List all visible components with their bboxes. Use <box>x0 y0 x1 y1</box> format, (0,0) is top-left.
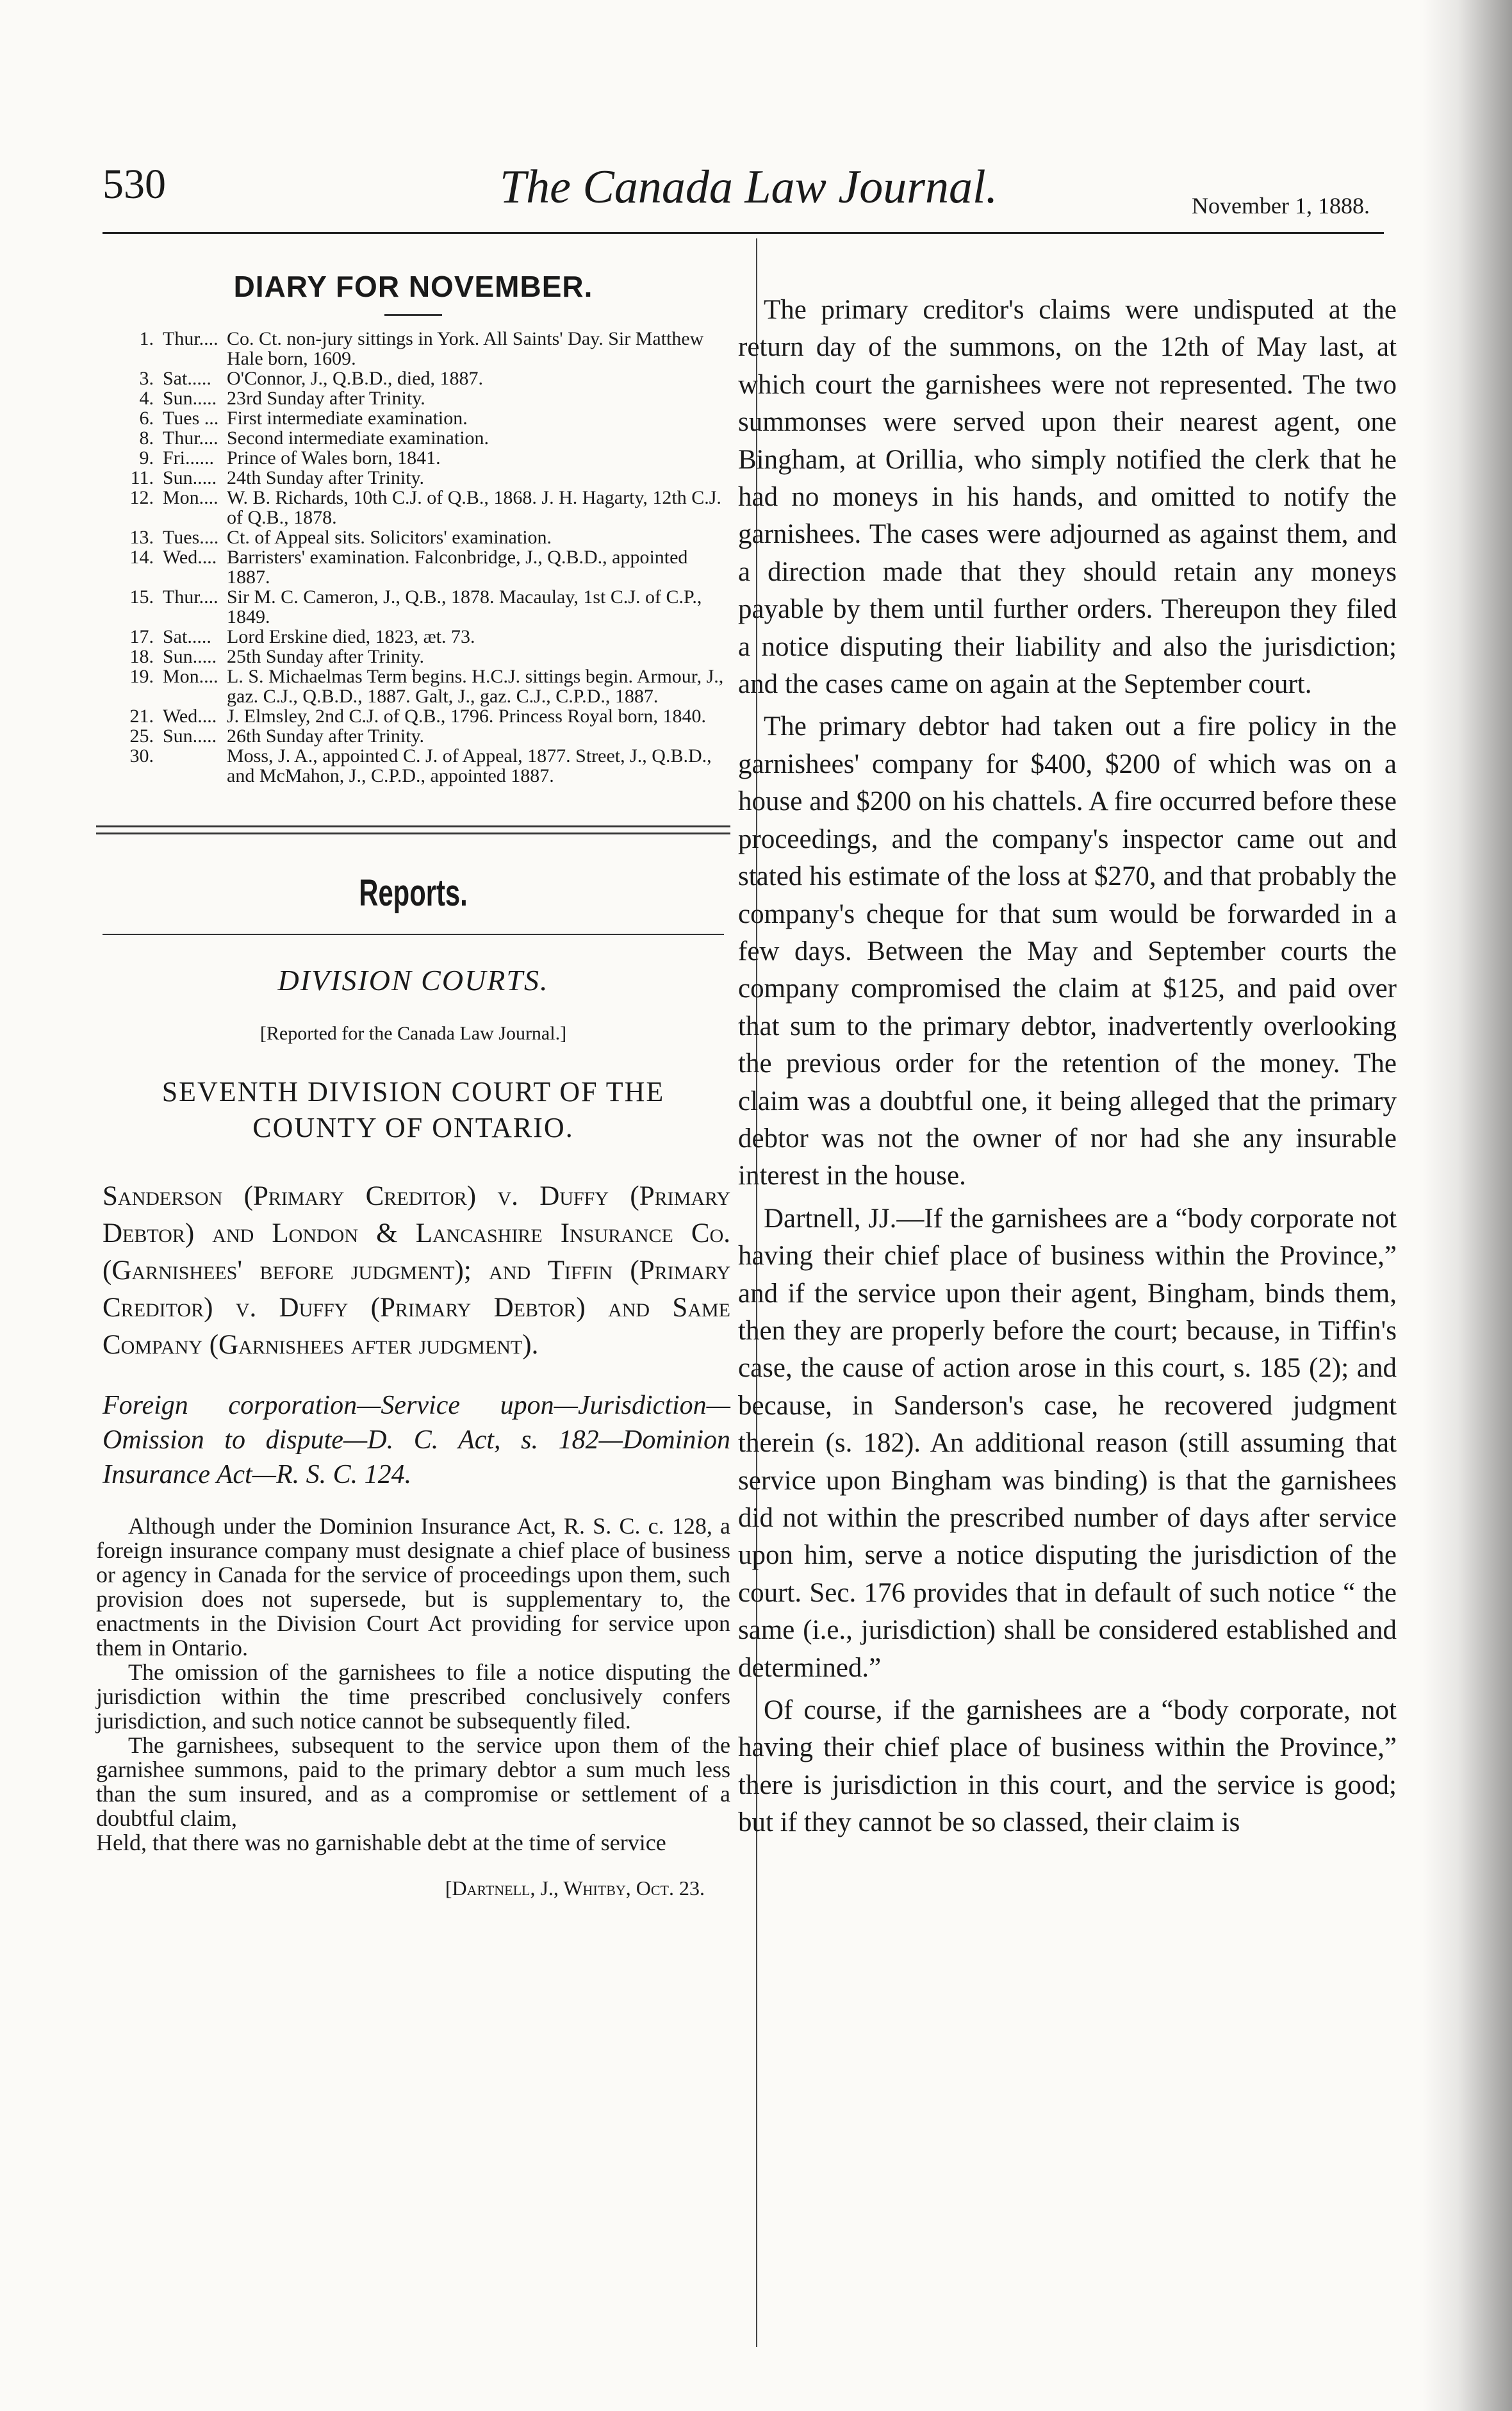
diary-entry-number: 21. <box>129 706 154 727</box>
diary-entry <box>96 547 730 587</box>
diary-entry <box>96 706 730 726</box>
diary-entry-number: 8. <box>139 427 154 449</box>
diary-entry-number: 30. <box>129 745 154 766</box>
page-number: 530 <box>103 161 166 208</box>
diary-entry-text: 24th Sunday after Trinity. <box>227 467 425 488</box>
diary-entry-day: Tues ... <box>163 408 219 429</box>
diary-entry-text: 25th Sunday after Trinity. <box>227 646 425 667</box>
diary-entry-day: Fri...... <box>163 447 215 468</box>
diary-entry-day: Thur.... <box>163 427 218 449</box>
diary-entry <box>96 746 730 786</box>
diary-entry-number: 15. <box>129 586 154 608</box>
diary-entry <box>96 329 730 369</box>
diary-entry <box>96 408 730 428</box>
diary-entry <box>96 726 730 746</box>
diary-entry-text: Prince of Wales born, 1841. <box>227 447 441 468</box>
diary-entry-text: L. S. Michaelmas Term begins. H.C.J. sittings begin. Armour, J., gaz. C.J., Q.B.D., 1887. Galt, J., gaz. C.J., C.P.D., 1887. <box>227 666 724 707</box>
diary-entry-number: 6. <box>139 408 154 429</box>
diary-entry-number: 12. <box>129 487 154 508</box>
diary-entry <box>96 468 730 488</box>
diary-entry <box>96 369 730 388</box>
diary-entry-number: 3. <box>139 368 154 389</box>
diary-entry-day: Sun..... <box>163 725 217 747</box>
holding-paragraph: The garnishees, subsequent to the service upon them of the garnishee summons, paid to the primary debtor a sum much less than the sum insured, and as a compromise or settlement of a doubtful claim, <box>96 1732 730 1831</box>
issue-date: November 1, 1888. <box>1192 193 1370 219</box>
body-paragraph: The primary creditor's claims were undisputed at the return day of the summons, on the 12th of May last, at which court the garnishees were not represented. The two summonses were served upon their nearest agent, one Bingham, at Orillia, who simply notified the clerk that he had no moneys in his hands, and omitted to notify the garnishees. The cases were adjourned as against them, and a direction made that they should retain any moneys payable by them until further orders. Thereupon they filed a notice disputing their liability and also the jurisdiction; and the cases came on again at the September court. <box>738 295 1397 700</box>
diary-entry <box>96 428 730 448</box>
diary-entry-number: 19. <box>129 666 154 687</box>
body-paragraph: Of course, if the garnishees are a “body corporate, not having their chief place of business within the Province,” there is jurisdiction in this court, and the service is good; but if they cannot be so classed, their claim is <box>738 1695 1397 1838</box>
right-column <box>738 292 1397 1847</box>
diary-entry-day: Sat..... <box>163 368 211 389</box>
body-paragraph: Dartnell, JJ.—If the garnishees are a “body corporate not having their chief place of business within the Province,” and if the service upon their agent, Bingham, binds them, then they are properly before the court; because, in Tiffin's case, the cause of action arose in this court, s. 185 (2); and because, in Sanderson's case, he recovered judgment therein (s. 182). An additional reason (still assuming that service upon Bingham was binding) is that the garnishees did not within the prescribed number of days after service upon him, serve a notice disputing the jurisdiction of the court. Sec. 176 provides that in default of such notice “ the same (i.e., jurisdiction) shall be considered established and determined.” <box>738 1203 1397 1683</box>
section-double-rule <box>96 825 730 834</box>
diary-entry-day: Wed.... <box>163 547 217 568</box>
diary-entry-text: 26th Sunday after Trinity. <box>227 725 425 747</box>
case-name: Sanderson (Primary Creditor) v. Duffy (Primary Debtor) and London & Lancashire Insurance Co. (Garnishees' before judgment); and Tiffin (Primary Creditor) v. Duffy (Primary Debtor) and Same Company (Garnishees after judgment). <box>103 1181 730 1360</box>
diary-entry-number: 11. <box>130 467 154 488</box>
diary-entry-text: J. Elmsley, 2nd C.J. of Q.B., 1796. Princess Royal born, 1840. <box>227 706 707 727</box>
diary-title: DIARY FOR NOVEMBER. <box>233 270 593 303</box>
diary-entry-text: First intermediate examination. <box>227 408 468 429</box>
diary-entry <box>96 587 730 627</box>
diary-entry-text: W. B. Richards, 10th C.J. of Q.B., 1868. J. H. Hagarty, 12th C.J. of Q.B., 1878. <box>227 487 721 528</box>
diary-entry-number: 25. <box>129 725 154 747</box>
diary-entry <box>96 647 730 667</box>
holding-paragraph: Although under the Dominion Insurance Act, R. S. C. c. 128, a foreign insurance company must designate a chief place of business or agency in Canada for the service of proceedings upon them, such provision does not supersede, but is supplementary to, the enactments in the Division Court Act providing for service upon them in Ontario. <box>96 1513 730 1661</box>
diary-entry <box>96 667 730 706</box>
diary-entry <box>96 448 730 468</box>
diary-entry-text: Barristers' examination. Falconbridge, J., Q.B.D., appointed 1887. <box>227 547 688 588</box>
diary-entry-number: 9. <box>139 447 154 468</box>
diary-entry-number: 18. <box>129 646 154 667</box>
holding-paragraph: The omission of the garnishees to file a notice disputing the jurisdiction within the time prescribed conclusively confers jurisdiction, and such notice cannot be subsequently filed. <box>96 1659 730 1734</box>
diary-list <box>96 329 730 786</box>
diary-entry-day: Sun..... <box>163 646 217 667</box>
diary-entry-text: O'Connor, J., Q.B.D., died, 1887. <box>227 368 484 389</box>
diary-entry-text: Second intermediate examination. <box>227 427 489 449</box>
diary-entry-day: Sun..... <box>163 467 217 488</box>
diary-entry-number: 13. <box>129 527 154 548</box>
diary-entry-number: 4. <box>139 388 154 409</box>
judge-citation: [Dartnell, J., Whitby, Oct. 23. <box>445 1877 705 1900</box>
diary-entry-day: Mon.... <box>163 487 218 508</box>
diary-entry-text: 23rd Sunday after Trinity. <box>227 388 425 409</box>
diary-entry-number: 17. <box>129 626 154 647</box>
reports-rule <box>103 934 724 935</box>
diary-entry-text: Lord Erskine died, 1823, æt. 73. <box>227 626 475 647</box>
holding <box>96 1514 730 1855</box>
holding-paragraph: Held, that there was no garnishable debt at the time of service <box>96 1830 666 1855</box>
diary-entry-text: Co. Ct. non-jury sittings in York. All Saints' Day. Sir Matthew Hale born, 1609. <box>227 328 704 369</box>
short-rule <box>384 314 442 316</box>
journal-title: The Canada Law Journal. <box>500 161 998 213</box>
reported-for-note: [Reported for the Canada Law Journal.] <box>259 1023 567 1044</box>
header-rule <box>103 232 1384 234</box>
left-column <box>96 269 730 1900</box>
diary-entry <box>96 388 730 408</box>
diary-entry <box>96 627 730 647</box>
diary-entry-day: Sat..... <box>163 626 211 647</box>
diary-entry-day: Thur.... <box>163 328 218 349</box>
diary-entry <box>96 488 730 527</box>
diary-entry-day: Wed.... <box>163 706 217 727</box>
diary-entry <box>96 527 730 547</box>
division-courts-heading: DIVISION COURTS. <box>277 964 549 997</box>
diary-entry-day: Tues.... <box>163 527 219 548</box>
reports-heading: Reports. <box>359 872 468 914</box>
diary-entry-number: 14. <box>129 547 154 568</box>
headnote: Foreign corporation—Service upon—Jurisdiction—Omission to dispute—D. C. Act, s. 182—Dominion Insurance Act—R. S. C. 124. <box>103 1391 730 1489</box>
diary-entry-text: Moss, J. A., appointed C. J. of Appeal, 1877. Street, J., Q.B.D., and McMahon, J., C.P.D., appointed 1887. <box>227 745 712 786</box>
diary-entry-text: Ct. of Appeal sits. Solicitors' examination. <box>227 527 552 548</box>
diary-entry-number: 1. <box>139 328 154 349</box>
diary-entry-day: Mon.... <box>163 666 218 687</box>
body-paragraph: The primary debtor had taken out a fire policy in the garnishees' company for $400, $200 of which was on a house and $200 on his chattels. A fire occurred before these proceedings, and the company's inspector came out and stated his estimate of the loss at $270, and that probably the company's cheque for that sum would be forwarded in a few days. Between the May and September courts the company compromised the claim at $125, and paid over that sum to the primary debtor, inadvertently overlooking the previous order for the retention of the money. The claim was a doubtful one, it being alleged that the primary debtor was not the owner of nor had she any insurable interest in the house. <box>738 711 1397 1191</box>
diary-entry-text: Sir M. C. Cameron, J., Q.B., 1878. Macaulay, 1st C.J. of C.P., 1849. <box>227 586 702 627</box>
court-name: SEVENTH DIVISION COURT OF THE COUNTY OF ONTARIO. <box>161 1076 665 1143</box>
page-edge-shading <box>1422 0 1512 2411</box>
diary-entry-day: Sun..... <box>163 388 217 409</box>
diary-entry-day <box>163 746 227 786</box>
diary-entry-day: Thur.... <box>163 586 218 608</box>
